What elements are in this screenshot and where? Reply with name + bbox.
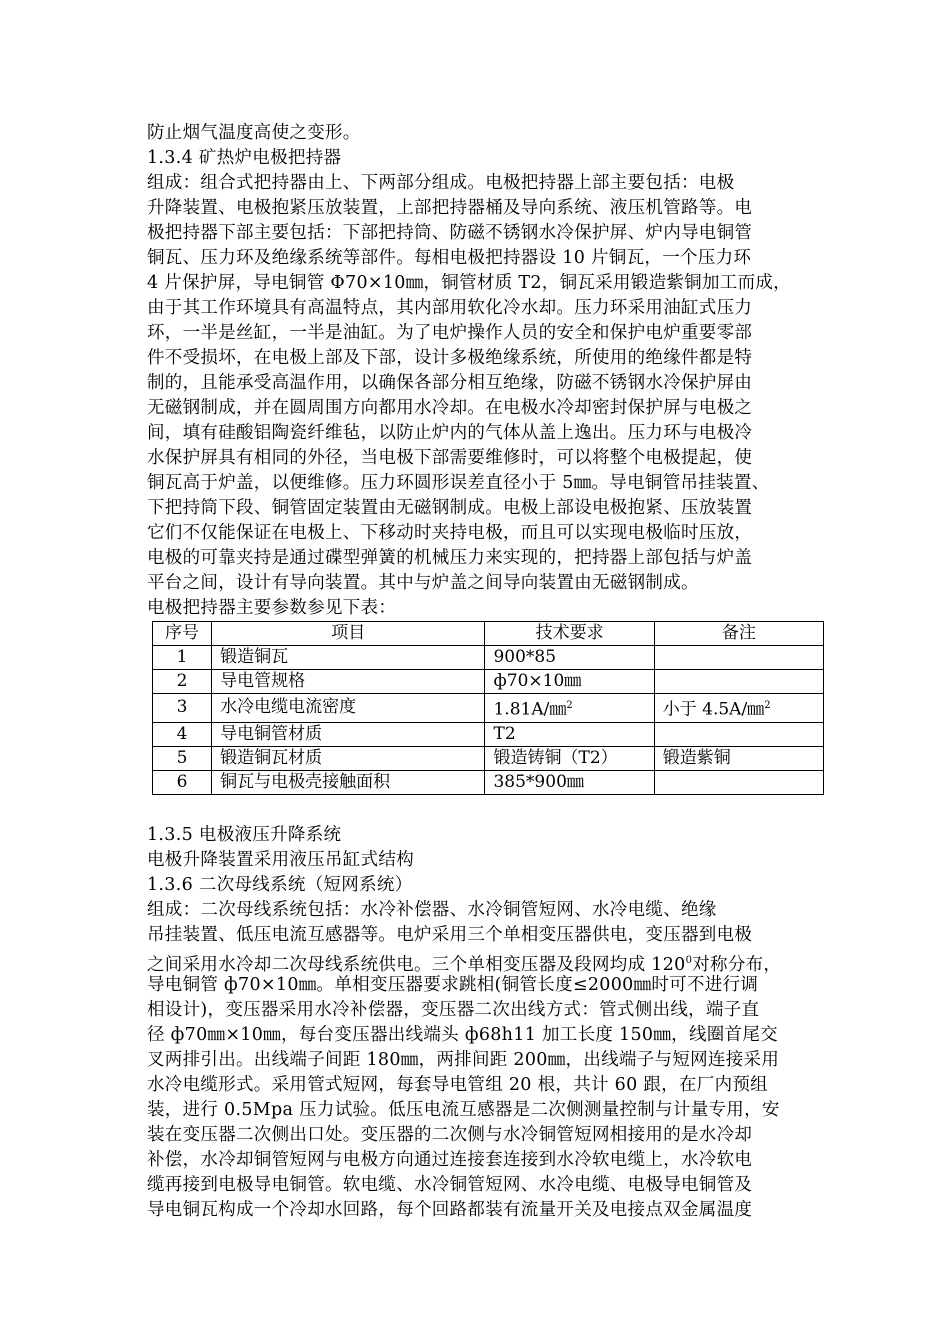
column-header: 项目: [212, 622, 485, 646]
text-line: 无磁钢制成，并在圆周围方向都用水冷却。在电极水冷却密封保护屏与电极之: [147, 398, 753, 418]
text-line: 缆再接到电极导电铜管。软电缆、水冷铜管短网、水冷电缆、电极导电铜管及: [147, 1175, 753, 1195]
superscript: 0: [685, 955, 693, 966]
table-row: [153, 746, 824, 770]
text-line: 相设计)，变压器采用水冷补偿器，变压器二次出线方式：管式侧出线，端子直: [147, 1000, 760, 1020]
text-line: 升降装置、电极抱紧压放装置，上部把持器桶及导向系统、液压机管路等。电: [147, 198, 753, 218]
text-line: 制的，且能承受高温作用，以确保各部分相互绝缘，防磁不锈钢水冷保护屏由: [147, 373, 753, 393]
cell-value: 小于 4.5A/㎜: [662, 699, 765, 720]
section-heading: 1.3.6 二次母线系统（短网系统）: [147, 875, 413, 895]
table-cell: [654, 722, 823, 746]
table-cell: 锻造铸铜（T2）: [485, 746, 654, 770]
table-row: [153, 694, 824, 723]
table-cell: [654, 646, 823, 670]
table-cell: 5: [153, 746, 212, 770]
table-cell: 锻造铜瓦材质: [212, 746, 485, 770]
table-cell: 6: [153, 770, 212, 794]
text-line: 铜瓦、压力环及绝缘系统等部件。每相电极把持器设 10 片铜瓦，一个压力环: [147, 248, 752, 268]
text-line: 导电铜瓦构成一个冷却水回路，每个回路都装有流量开关及电接点双金属温度: [147, 1200, 753, 1220]
text-line: 叉两排引出。出线端子间距 180㎜，两排间距 200㎜，出线端子与短网连接采用: [147, 1050, 780, 1070]
parameter-table: [152, 621, 824, 795]
text-line: 平台之间，设计有导向装置。其中与炉盖之间导向装置由无磁钢制成。: [147, 573, 699, 593]
table-row: [153, 770, 824, 794]
table-cell: 导电铜管材质: [212, 722, 485, 746]
text-line: 4 片保护屏，导电铜管 Φ70×10㎜，铜管材质 T2，铜瓦采用锻造紫铜加工而成，: [147, 273, 791, 293]
text-line: 它们不仅能保证在电极上、下移动时夹持电极，而且可以实现电极临时压放，: [147, 523, 753, 543]
table-cell: 4: [153, 722, 212, 746]
table-cell: 2: [153, 670, 212, 694]
table-cell: 385*900㎜: [485, 770, 654, 794]
text-line: 径 ф70㎜×10㎜，每台变压器出线端头 ф68h11 加工长度 150㎜，线圈首尾交: [147, 1025, 778, 1045]
table-cell: 锻造紫铜: [654, 746, 823, 770]
text-line: 下把持筒下段、铜管固定装置由无磁钢制成。电极上部设电极抱紧、压放装置: [147, 498, 753, 518]
table-cell: ф70×10㎜: [485, 670, 654, 694]
column-header: 技术要求: [485, 622, 654, 646]
table-cell: [485, 694, 654, 723]
table-cell: 铜瓦与电极壳接触面积: [212, 770, 485, 794]
table-row: [153, 670, 824, 694]
table-cell: T2: [485, 722, 654, 746]
superscript: 2: [566, 700, 573, 711]
table-cell: 锻造铜瓦: [212, 646, 485, 670]
text-segment: 对称分布，: [692, 954, 782, 975]
text-line: 装，进行 0.5Mpa 压力试验。低压电流互感器是二次侧测量控制与计量专用，安: [147, 1100, 780, 1120]
cell-value: 1.81A/㎜: [493, 699, 567, 720]
text-line: 水保护屏具有相同的外径，当电极下部需要维修时，可以将整个电极提起，使: [147, 448, 753, 468]
superscript: 2: [764, 700, 771, 711]
table-cell: [654, 694, 823, 723]
text-line: 电极升降装置采用液压吊缸式结构: [147, 850, 414, 870]
section-heading: 1.3.4 矿热炉电极把持器: [147, 148, 342, 168]
text-line: 电极的可靠夹持是通过碟型弹簧的机械压力来实现的，把持器上部包括与炉盖: [147, 548, 753, 568]
table-row: [153, 722, 824, 746]
column-header: 备注: [654, 622, 823, 646]
table-row: [153, 646, 824, 670]
table-caption: 电极把持器主要参数参见下表：: [147, 598, 397, 618]
table-cell: [654, 670, 823, 694]
text-line: 装在变压器二次侧出口处。变压器的二次侧与水冷铜管短网相接用的是水冷却: [147, 1125, 753, 1145]
text-line: 防止烟气温度高使之变形。: [147, 123, 361, 143]
table-cell: 导电管规格: [212, 670, 485, 694]
text-line: 间，填有硅酸铝陶瓷纤维毡，以防止炉内的气体从盖上逸出。压力环与电极冷: [147, 423, 753, 443]
text-line: 由于其工作环境具有高温特点，其内部用软化冷水却。压力环采用油缸式压力: [147, 298, 753, 318]
table-cell: [654, 770, 823, 794]
text-segment: 之间采用水冷却二次母线系统供电。三个单相变压器及段网均成 120: [147, 954, 686, 975]
table-cell: 1: [153, 646, 212, 670]
text-line: 组成：二次母线系统包括：水冷补偿器、水冷铜管短网、水冷电缆、绝缘: [147, 900, 717, 920]
text-line: 环，一半是丝缸，一半是油缸。为了电炉操作人员的安全和保护电炉重要零部: [147, 323, 753, 343]
text-line: 水冷电缆形式。采用管式短网，每套导电管组 20 根，共计 60 跟，在厂内预组: [147, 1075, 768, 1095]
section-heading: 1.3.5 电极液压升降系统: [147, 825, 342, 845]
text-line: 极把持器下部主要包括：下部把持筒、防磁不锈钢水冷保护屏、炉内导电铜管: [147, 223, 753, 243]
table-cell: 水冷电缆电流密度: [212, 694, 485, 723]
text-line: 组成：组合式把持器由上、下两部分组成。电极把持器上部主要包括：电极: [147, 173, 735, 193]
table-cell: 3: [153, 694, 212, 723]
text-line: 补偿，水冷却铜管短网与电极方向通过连接套连接到水冷软电缆上，水冷软电: [147, 1150, 753, 1170]
text-line: 导电铜管 ф70×10㎜。单相变压器要求跳相(铜管长度≤2000㎜时可不进行调: [147, 975, 759, 995]
text-line: 铜瓦高于炉盖，以便维修。压力环圆形误差直径小于 5㎜。导电铜管吊挂装置、: [147, 473, 770, 493]
text-line: 吊挂装置、低压电流互感器等。电炉采用三个单相变压器供电，变压器到电极: [147, 925, 753, 945]
text-line: 件不受损坏，在电极上部及下部，设计多极绝缘系统，所使用的绝缘件都是特: [147, 348, 753, 368]
table-cell: 900*85: [485, 646, 654, 670]
column-header: 序号: [153, 622, 212, 646]
table-header-row: [153, 622, 824, 646]
